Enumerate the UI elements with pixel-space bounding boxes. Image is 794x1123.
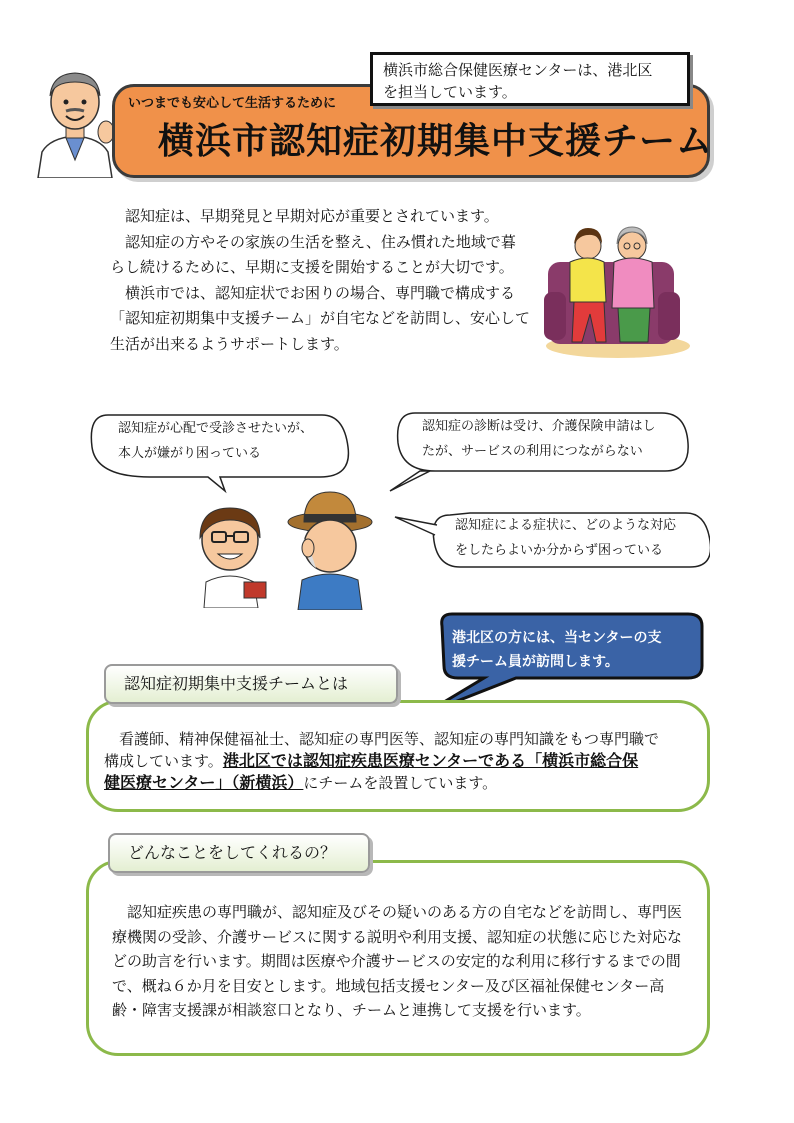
intro-paragraph: 認知症の方やその家族の生活を整え、住み慣れた地域で暮らし続けるために、早期に支援を開始することが大切です。 <box>110 232 516 276</box>
callout-line: 港北区の方には、当センターの支 <box>452 630 662 646</box>
callout-text <box>452 626 692 674</box>
nurse-illustration-icon <box>188 498 278 608</box>
section2-heading: どんなことをしてくれるの？ <box>108 833 370 873</box>
page-title: 横浜市認知症初期集中支援チーム <box>158 121 714 162</box>
speech-bubble-3 <box>455 513 705 563</box>
elderly-man-illustration-icon <box>286 486 376 610</box>
bubble-line: をしたらよいか分からず困っている <box>455 543 664 558</box>
section2-paragraph: 認知症疾患の専門職が、認知症及びその疑いのある方の自宅などを訪問し、専門医療機関の受診、介護サービスに関する説明や利用支援、認知症の状態に応じた対応などの助言を行います。期間は医療や介護サービスの安定的な利用に移行するまでの間で、概ね６か月を目安とします。地域包括支援センター及び区福祉保健センター高齢・障害支援課が相談窓口となり、チームと連携して支援を行います。 <box>112 903 683 1020</box>
bubble-line: 認知症による症状に、どのような対応 <box>455 518 677 533</box>
intro-paragraph: 認知症は、早期発見と早期対応が重要とされています。 <box>125 207 499 225</box>
section2-text <box>112 900 692 1023</box>
speech-bubble-2 <box>422 414 682 464</box>
section1-text-plain: 構成しています。 <box>104 752 223 770</box>
callout-line: 援チーム員が訪問します。 <box>452 654 619 670</box>
notice-line: 横浜市総合保健医療センターは、港北区 <box>383 61 653 79</box>
bubble-line: 認知症の診断は受け、介護保険申請はし <box>422 419 656 434</box>
section1-text-emphasis: 港北区では認知症疾患医療センターである「横浜市総合保 <box>222 751 639 770</box>
bubble-line: たが、サービスの利用につながらない <box>422 444 643 459</box>
notice-line: を担当しています。 <box>383 83 517 101</box>
bubble-line: 認知症が心配で受診させたいが、 <box>118 421 314 436</box>
section1-text <box>104 728 698 794</box>
notice-box <box>370 52 690 106</box>
intro-text <box>110 204 530 357</box>
bubble-line: 本人が嫌がり困っている <box>118 446 262 461</box>
section1-text-emphasis: 健医療センター」（新横浜） <box>104 773 304 792</box>
header-tagline: いつまでも安心して生活するために <box>128 96 337 111</box>
caregiver-couple-illustration-icon <box>540 210 690 360</box>
doctor-illustration-icon <box>30 60 120 178</box>
section1-text-plain: にチームを設置しています。 <box>303 774 498 792</box>
section1-heading: 認知症初期集中支援チームとは <box>104 664 398 704</box>
speech-bubble-1 <box>118 416 358 466</box>
intro-paragraph: 横浜市では、認知症状でお困りの場合、専門職で構成する「認知症初期集中支援チーム」が自宅などを訪問し、安心して生活が出来るようサポートします。 <box>110 283 531 353</box>
section1-text-plain: 看護師、精神保健福祉士、認知症の専門医等、認知症の専門知識をもつ専門職で <box>119 730 660 748</box>
